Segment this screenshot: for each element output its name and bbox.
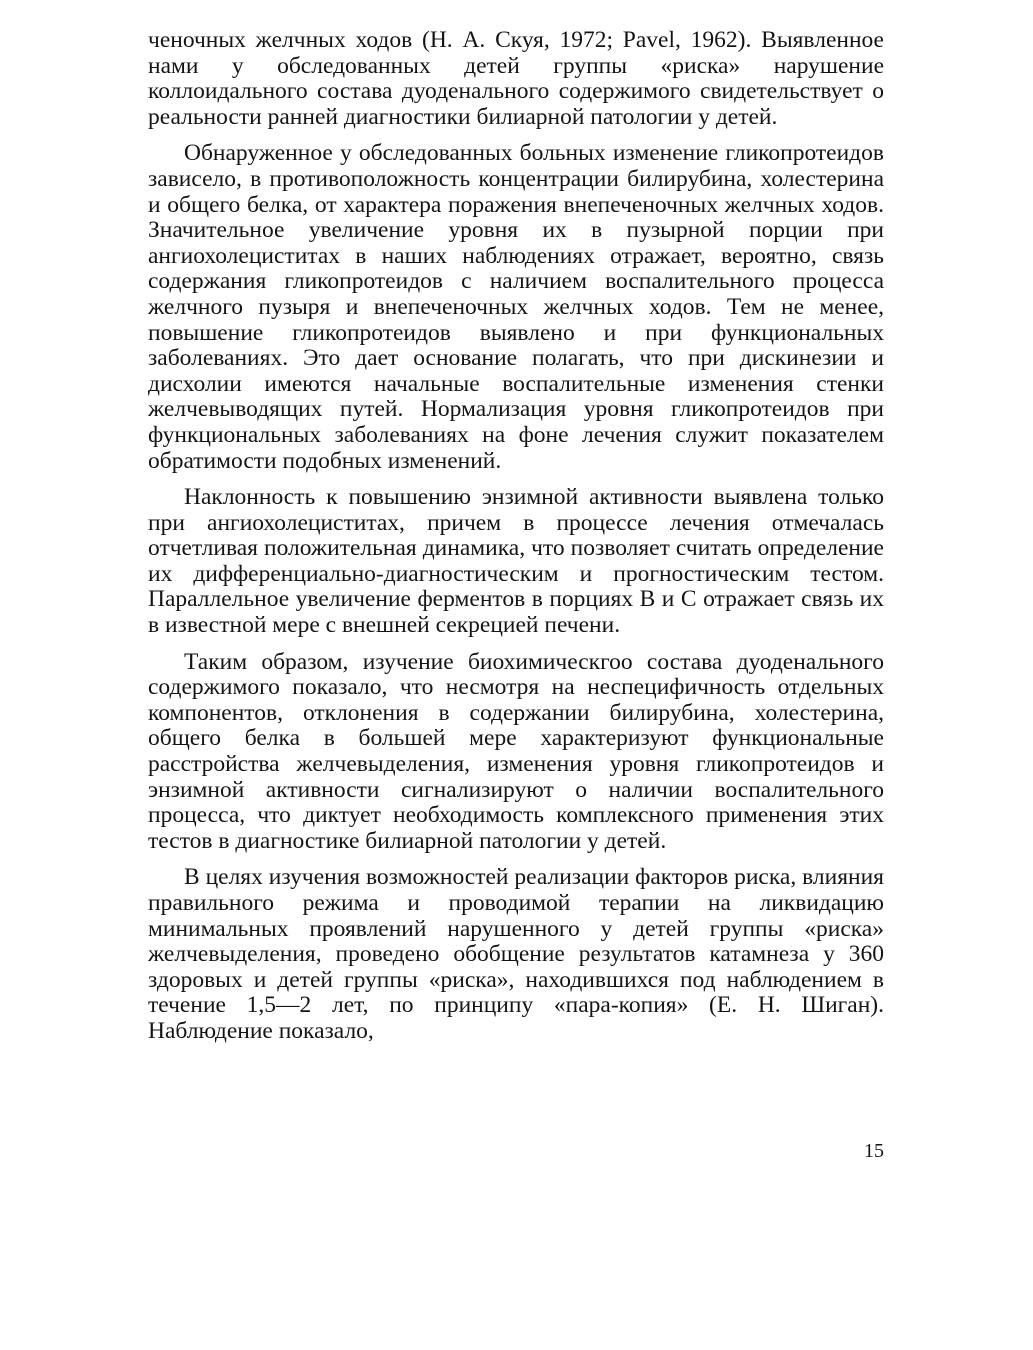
paragraph-enzyme-activity: Наклонность к повышению энзимной активности выявлена только при ангиохолециститах, причем в процессе лечения отмечалась отчетливая положительная динамика, что позволяет считать определение их дифференциально-диагностическим и прогностическим тестом. Параллельное увеличение ферментов в порциях В и С отражает связь их в известной мере с внешней секрецией печени. (148, 484, 884, 639)
paragraph-risk-factors: В целях изучения возможностей реализации факторов риска, влияния правильного режима и проводимой терапии на ликвидацию минимальных проявлений нарушенного у детей группы «риска» желчевыделения, проведено обобщение результатов катамнеза у 360 здоровых и детей группы «риска», находившихся под наблюдением в течение 1,5—2 лет, по принципу «пара-копия» (Е. Н. Шиган). Наблюдение показало, (148, 864, 884, 1044)
page-number: 15 (864, 1140, 884, 1162)
paragraph-glycoproteins: Обнаруженное у обследованных больных изменение гликопротеидов зависело, в противоположность концентрации билирубина, холестерина и общего белка, от характера поражения внепеченочных желчных ходов. Значительное увеличение уровня их в пузырной порции при ангиохолециститах в наших наблюдениях отражает, вероятно, связь содержания гликопротеидов с наличием воспалительного процесса желчного пузыря и внепеченочных желчных ходов. Тем не менее, повышение гликопротеидов выявлено и при функциональных заболеваниях. Это дает основание полагать, что при дискинезии и дисхолии имеются начальные воспалительные изменения стенки желчевыводящих путей. Нормализация уровня гликопротеидов при функциональных заболеваниях на фоне лечения служит показателем обратимости подобных изменений. (148, 140, 884, 474)
paragraph-continuation: ченочных желчных ходов (Н. А. Скуя, 1972; Pavel, 1962). Выявленное нами у обследованных детей группы «риска» нарушение коллоидального состава дуоденального содержимого свидетельствует о реальности ранней диагностики билиарной патологии у детей. (148, 27, 884, 130)
paragraph-conclusion: Таким образом, изучение биохимическгоо состава дуоденального содержимого показало, что несмотря на неспецифичность отдельных компонентов, отклонения в содержании билирубина, холестерина, общего белка в большей мере характеризуют функциональные расстройства желчевыделения, изменения уровня гликопротеидов и энзимной активности сигнализируют о наличии воспалительного процесса, что диктует необходимость комплексного применения этих тестов в диагностике билиарной патологии у детей. (148, 648, 884, 854)
page-text (148, 28, 884, 1056)
